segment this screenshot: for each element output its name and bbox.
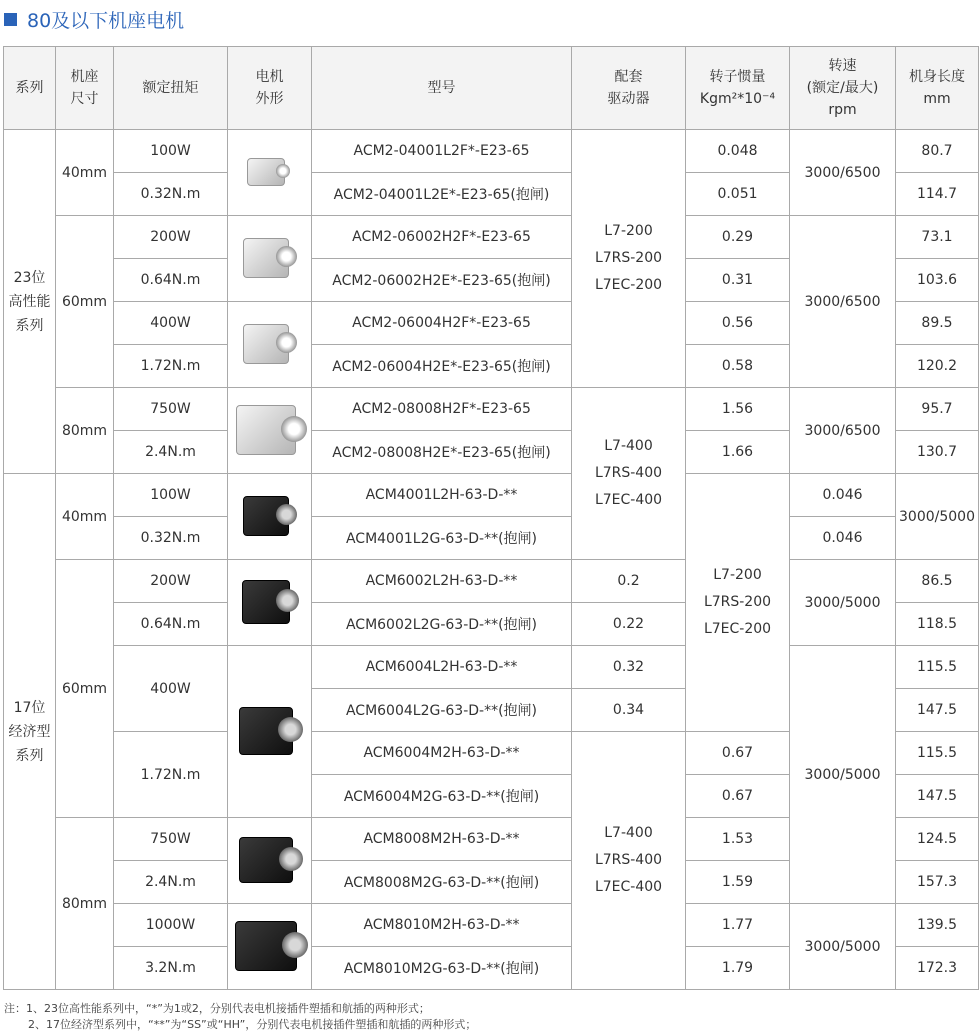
inertia-cell: 0.67 xyxy=(686,775,790,818)
model-cell: ACM6002L2G-63-D-**(抱闸) xyxy=(312,603,572,646)
model-cell: ACM2-08008H2F*-E23-65 xyxy=(312,388,572,431)
body-length-cell: 115.5 xyxy=(896,646,979,689)
inertia-cell: 0.32 xyxy=(572,646,686,689)
body-length-cell: 130.7 xyxy=(896,431,979,474)
speed-cell: 3000/5000 xyxy=(790,560,896,646)
rated-power-cell: 1000W xyxy=(114,904,228,947)
inertia-cell: 0.58 xyxy=(686,345,790,388)
driver-model: L7RS-200 xyxy=(594,250,663,266)
rated-torque-cell: 0.64N.m xyxy=(114,603,228,646)
table-row xyxy=(4,517,979,560)
rated-torque-cell: 0.64N.m xyxy=(114,259,228,302)
table-row xyxy=(4,904,979,947)
frame-size-cell: 60mm xyxy=(56,216,114,388)
servo-motor-icon xyxy=(247,158,293,184)
rated-torque-cell: 1.72N.m xyxy=(114,345,228,388)
series-label: 高性能 xyxy=(8,293,51,310)
model-cell: ACM2-06004H2F*-E23-65 xyxy=(312,302,572,345)
body-length-cell: 80.7 xyxy=(896,130,979,173)
model-cell: ACM6004L2H-63-D-** xyxy=(312,646,572,689)
motor-image-cell xyxy=(228,474,312,560)
body-length-cell: 172.3 xyxy=(896,947,979,990)
rated-power-cell: 200W xyxy=(114,216,228,259)
header-length: 机身长度 mm xyxy=(896,47,979,130)
motor-image-cell xyxy=(228,302,312,388)
header-inertia: 转子惯量 Kgm²*10⁻⁴ xyxy=(686,47,790,130)
inertia-cell: 0.67 xyxy=(686,732,790,775)
inertia-cell: 1.79 xyxy=(686,947,790,990)
model-cell: ACM8010M2H-63-D-** xyxy=(312,904,572,947)
inertia-cell: 0.048 xyxy=(686,130,790,173)
header-model: 型号 xyxy=(312,47,572,130)
driver-model: L7-200 xyxy=(604,223,653,239)
inertia-cell: 1.53 xyxy=(686,818,790,861)
driver-cell xyxy=(572,130,686,388)
rated-torque-cell: 2.4N.m xyxy=(114,861,228,904)
frame-size-cell: 80mm xyxy=(56,388,114,474)
rated-power-cell: 200W xyxy=(114,560,228,603)
body-length-cell: 120.2 xyxy=(896,345,979,388)
body-length-cell: 147.5 xyxy=(896,775,979,818)
speed-cell: 3000/6500 xyxy=(790,130,896,216)
rated-torque-cell: 3.2N.m xyxy=(114,947,228,990)
driver-model: L7EC-200 xyxy=(594,277,663,293)
inertia-cell: 0.046 xyxy=(790,474,896,517)
header-speed: 转速 (额定/最大) rpm xyxy=(790,47,896,130)
body-length-cell: 115.5 xyxy=(896,732,979,775)
speed-cell: 3000/6500 xyxy=(790,216,896,388)
model-cell: ACM6002L2H-63-D-** xyxy=(312,560,572,603)
driver-model: L7-400 xyxy=(604,438,653,454)
series-label: 经济型 xyxy=(8,723,51,740)
model-cell: ACM4001L2G-63-D-**(抱闸) xyxy=(312,517,572,560)
table-row xyxy=(4,560,979,603)
body-length-cell: 103.6 xyxy=(896,259,979,302)
series-cell xyxy=(4,130,56,474)
rated-power-cell: 400W xyxy=(114,646,228,732)
driver-cell xyxy=(686,474,790,732)
body-length-cell: 147.5 xyxy=(896,689,979,732)
inertia-cell: 0.22 xyxy=(572,603,686,646)
rated-power-cell: 100W xyxy=(114,474,228,517)
model-cell: ACM6004M2H-63-D-** xyxy=(312,732,572,775)
inertia-cell: 1.59 xyxy=(686,861,790,904)
table-row xyxy=(4,388,979,431)
rated-torque-cell: 2.4N.m xyxy=(114,431,228,474)
table-row xyxy=(4,216,979,259)
section-title xyxy=(4,6,184,32)
inertia-cell: 0.34 xyxy=(572,689,686,732)
driver-cell xyxy=(572,732,686,990)
body-length-cell: 139.5 xyxy=(896,904,979,947)
model-cell: ACM8008M2G-63-D-**(抱闸) xyxy=(312,861,572,904)
frame-size-cell: 40mm xyxy=(56,474,114,560)
driver-model: L7-200 xyxy=(713,567,762,583)
body-length-cell: 118.5 xyxy=(896,603,979,646)
series-label: 系列 xyxy=(15,317,44,334)
series-label: 17位 xyxy=(13,699,46,716)
speed-cell: 3000/5000 xyxy=(790,904,896,990)
servo-motor-icon xyxy=(243,238,297,276)
inertia-cell: 1.66 xyxy=(686,431,790,474)
motor-image-cell xyxy=(228,646,312,818)
inertia-cell: 0.29 xyxy=(686,216,790,259)
servo-motor-icon xyxy=(243,496,297,534)
model-cell: ACM2-08008H2E*-E23-65(抱闸) xyxy=(312,431,572,474)
inertia-cell: 0.046 xyxy=(790,517,896,560)
body-length-cell: 95.7 xyxy=(896,388,979,431)
body-length-cell: 124.5 xyxy=(896,818,979,861)
spec-table xyxy=(3,46,979,990)
inertia-cell: 0.31 xyxy=(686,259,790,302)
servo-motor-icon xyxy=(243,324,297,362)
driver-model: L7-400 xyxy=(604,825,653,841)
driver-cell xyxy=(572,388,686,560)
table-row xyxy=(4,646,979,689)
series-label: 系列 xyxy=(15,747,44,764)
model-cell: ACM2-06004H2E*-E23-65(抱闸) xyxy=(312,345,572,388)
motor-image-cell xyxy=(228,818,312,904)
frame-size-cell: 40mm xyxy=(56,130,114,216)
motor-image-cell xyxy=(228,216,312,302)
body-length-cell: 73.1 xyxy=(896,216,979,259)
model-cell: ACM2-04001L2E*-E23-65(抱闸) xyxy=(312,173,572,216)
inertia-cell: 1.77 xyxy=(686,904,790,947)
motor-image-cell xyxy=(228,904,312,990)
inertia-cell: 0.051 xyxy=(686,173,790,216)
frame-size-cell: 60mm xyxy=(56,560,114,818)
body-length-cell: 86.5 xyxy=(896,560,979,603)
model-cell: ACM4001L2H-63-D-** xyxy=(312,474,572,517)
inertia-cell: 0.2 xyxy=(572,560,686,603)
servo-motor-icon xyxy=(242,580,298,622)
header-driver: 配套 驱动器 xyxy=(572,47,686,130)
speed-cell: 3000/6500 xyxy=(790,388,896,474)
header-series: 系列 xyxy=(4,47,56,130)
model-cell: ACM2-04001L2F*-E23-65 xyxy=(312,130,572,173)
servo-motor-icon xyxy=(236,405,304,453)
table-row xyxy=(4,130,979,173)
model-cell: ACM2-06002H2F*-E23-65 xyxy=(312,216,572,259)
motor-image-cell xyxy=(228,388,312,474)
body-length-cell: 114.7 xyxy=(896,173,979,216)
body-length-cell: 157.3 xyxy=(896,861,979,904)
driver-model: L7RS-400 xyxy=(594,852,663,868)
servo-motor-icon xyxy=(235,921,305,969)
driver-model: L7RS-200 xyxy=(703,594,772,610)
square-icon xyxy=(4,13,17,26)
frame-size-cell: 80mm xyxy=(56,818,114,990)
rated-torque-cell: 1.72N.m xyxy=(114,732,228,818)
rated-power-cell: 100W xyxy=(114,130,228,173)
rated-power-cell: 750W xyxy=(114,818,228,861)
table-header-row xyxy=(4,47,979,130)
driver-model: L7EC-400 xyxy=(594,879,663,895)
driver-model: L7EC-200 xyxy=(703,621,772,637)
series-label: 23位 xyxy=(13,269,46,286)
inertia-cell: 0.56 xyxy=(686,302,790,345)
speed-cell: 3000/5000 xyxy=(896,474,979,560)
model-cell: ACM2-06002H2E*-E23-65(抱闸) xyxy=(312,259,572,302)
page-title: 80及以下机座电机 xyxy=(27,9,185,32)
note-line-1: 注：1、23位高性能系列中，“*”为1或2，分别代表电机接插件塑插和航插的两种形式； xyxy=(4,1002,430,1015)
inertia-cell: 1.56 xyxy=(686,388,790,431)
model-cell: ACM8010M2G-63-D-**(抱闸) xyxy=(312,947,572,990)
motor-image-cell xyxy=(228,560,312,646)
motor-image-cell xyxy=(228,130,312,216)
series-cell xyxy=(4,474,56,990)
rated-power-cell: 400W xyxy=(114,302,228,345)
servo-motor-icon xyxy=(239,837,301,881)
speed-cell: 3000/5000 xyxy=(790,646,896,904)
note-line-2: 2、17位经济型系列中，“**”为“SS”或“HH”，分别代表电机接插件塑插和航插的两种形式； xyxy=(28,1018,477,1031)
servo-motor-icon xyxy=(239,707,301,753)
header-shape: 电机 外形 xyxy=(228,47,312,130)
model-cell: ACM8008M2H-63-D-** xyxy=(312,818,572,861)
table-row xyxy=(4,474,979,517)
rated-power-cell: 750W xyxy=(114,388,228,431)
model-cell: ACM6004M2G-63-D-**(抱闸) xyxy=(312,775,572,818)
body-length-cell: 89.5 xyxy=(896,302,979,345)
header-frame: 机座 尺寸 xyxy=(56,47,114,130)
model-cell: ACM6004L2G-63-D-**(抱闸) xyxy=(312,689,572,732)
header-torque: 额定扭矩 xyxy=(114,47,228,130)
driver-model: L7RS-400 xyxy=(594,465,663,481)
rated-torque-cell: 0.32N.m xyxy=(114,517,228,560)
rated-torque-cell: 0.32N.m xyxy=(114,173,228,216)
driver-model: L7EC-400 xyxy=(594,492,663,508)
